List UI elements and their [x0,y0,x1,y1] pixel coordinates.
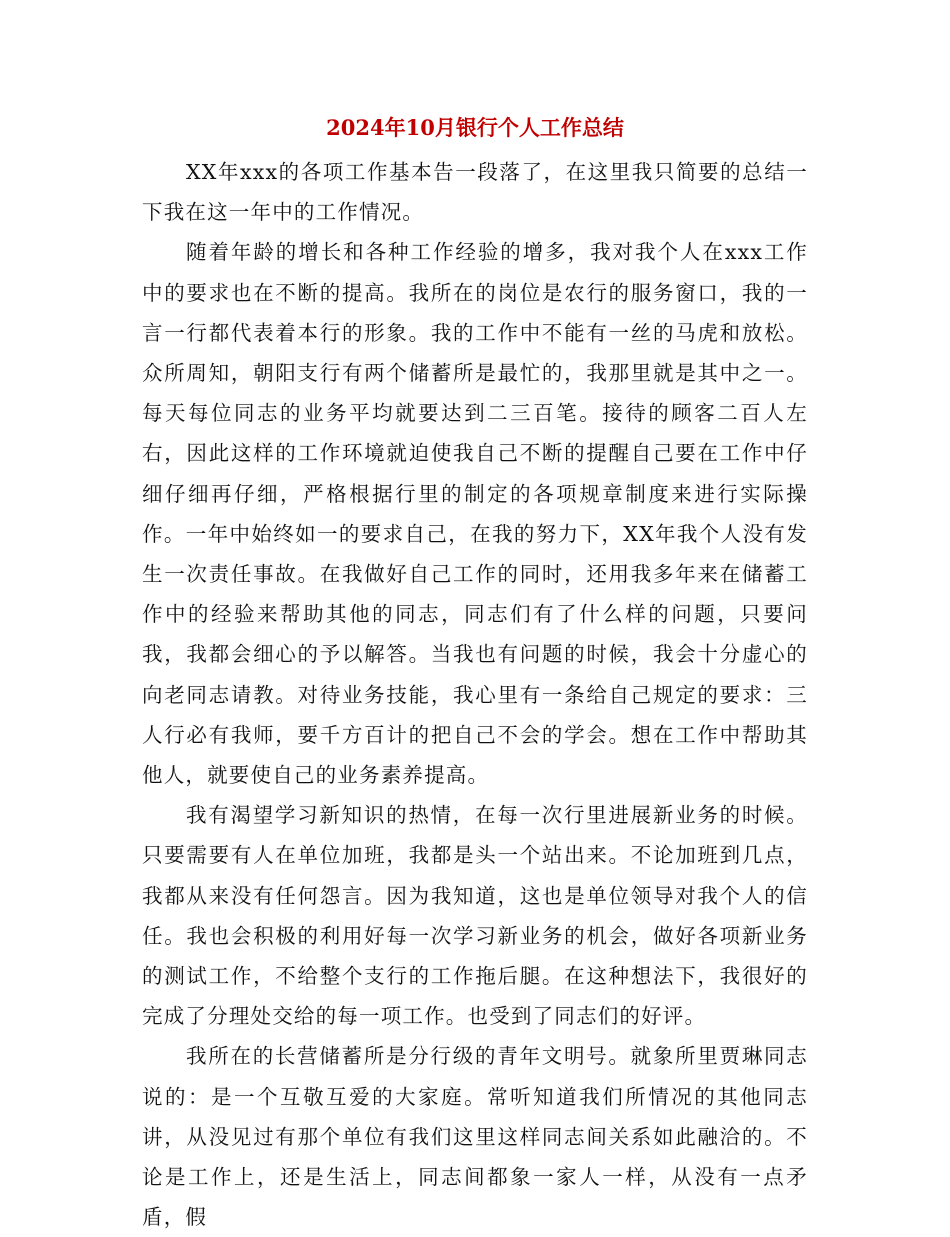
document-body [142,152,808,1237]
paragraph-3: 我有渴望学习新知识的热情，在每一次行里进展新业务的时候。只要需要有人在单位加班，我都是头一个站出来。不论加班到几点，我都从来没有任何怨言。因为我知道，这也是单位领导对我个人的信任。我也会积极的利用好每一次学习新业务的机会，做好各项新业务的测试工作，不给整个支行的工作拖后腿。在这种想法下，我很好的完成了分理处交给的每一项工作。也受到了同志们的好评。 [142,803,808,1029]
paragraph-4: 我所在的长营储蓄所是分行级的青年文明号。就象所里贾琳同志说的：是一个互敬互爱的大家庭。常听知道我们所情况的其他同志讲，从没见过有那个单位有我们这里这样同志间关系如此融洽的。不论是工作上，还是生活上，同志间都象一家人一样，从没有一点矛盾，假 [142,1044,808,1230]
paragraph-1: XX年xxx的各项工作基本告一段落了，在这里我只简要的总结一下我在这一年中的工作情况。 [142,160,808,225]
paragraph-2: 随着年龄的增长和各种工作经验的增多，我对我个人在xxx工作中的要求也在不断的提高。我所在的岗位是农行的服务窗口，我的一言一行都代表着本行的形象。我的工作中不能有一丝的马虎和放松。众所周知，朝阳支行有两个储蓄所是最忙的，我那里就是其中之一。每天每位同志的业务平均就要达到二三百笔。接待的顾客二百人左右，因此这样的工作环境就迫使我自己不断的提醒自己要在工作中仔细仔细再仔细，严格根据行里的制定的各项规章制度来进行实际操作。一年中始终如一的要求自己，在我的努力下，XX年我个人没有发生一次责任事故。在我做好自己工作的同时，还用我多年来在储蓄工作中的经验来帮助其他的同志，同志们有了什么样的问题，只要问我，我都会细心的予以解答。当我也有问题的时候，我会十分虚心的向老同志请教。对待业务技能，我心里有一条给自己规定的要求：三人行必有我师，要千方百计的把自己不会的学会。想在工作中帮助其他人，就要使自己的业务素养提高。 [142,240,808,788]
document-title: 2024年10月银行个人工作总结 [326,115,624,140]
